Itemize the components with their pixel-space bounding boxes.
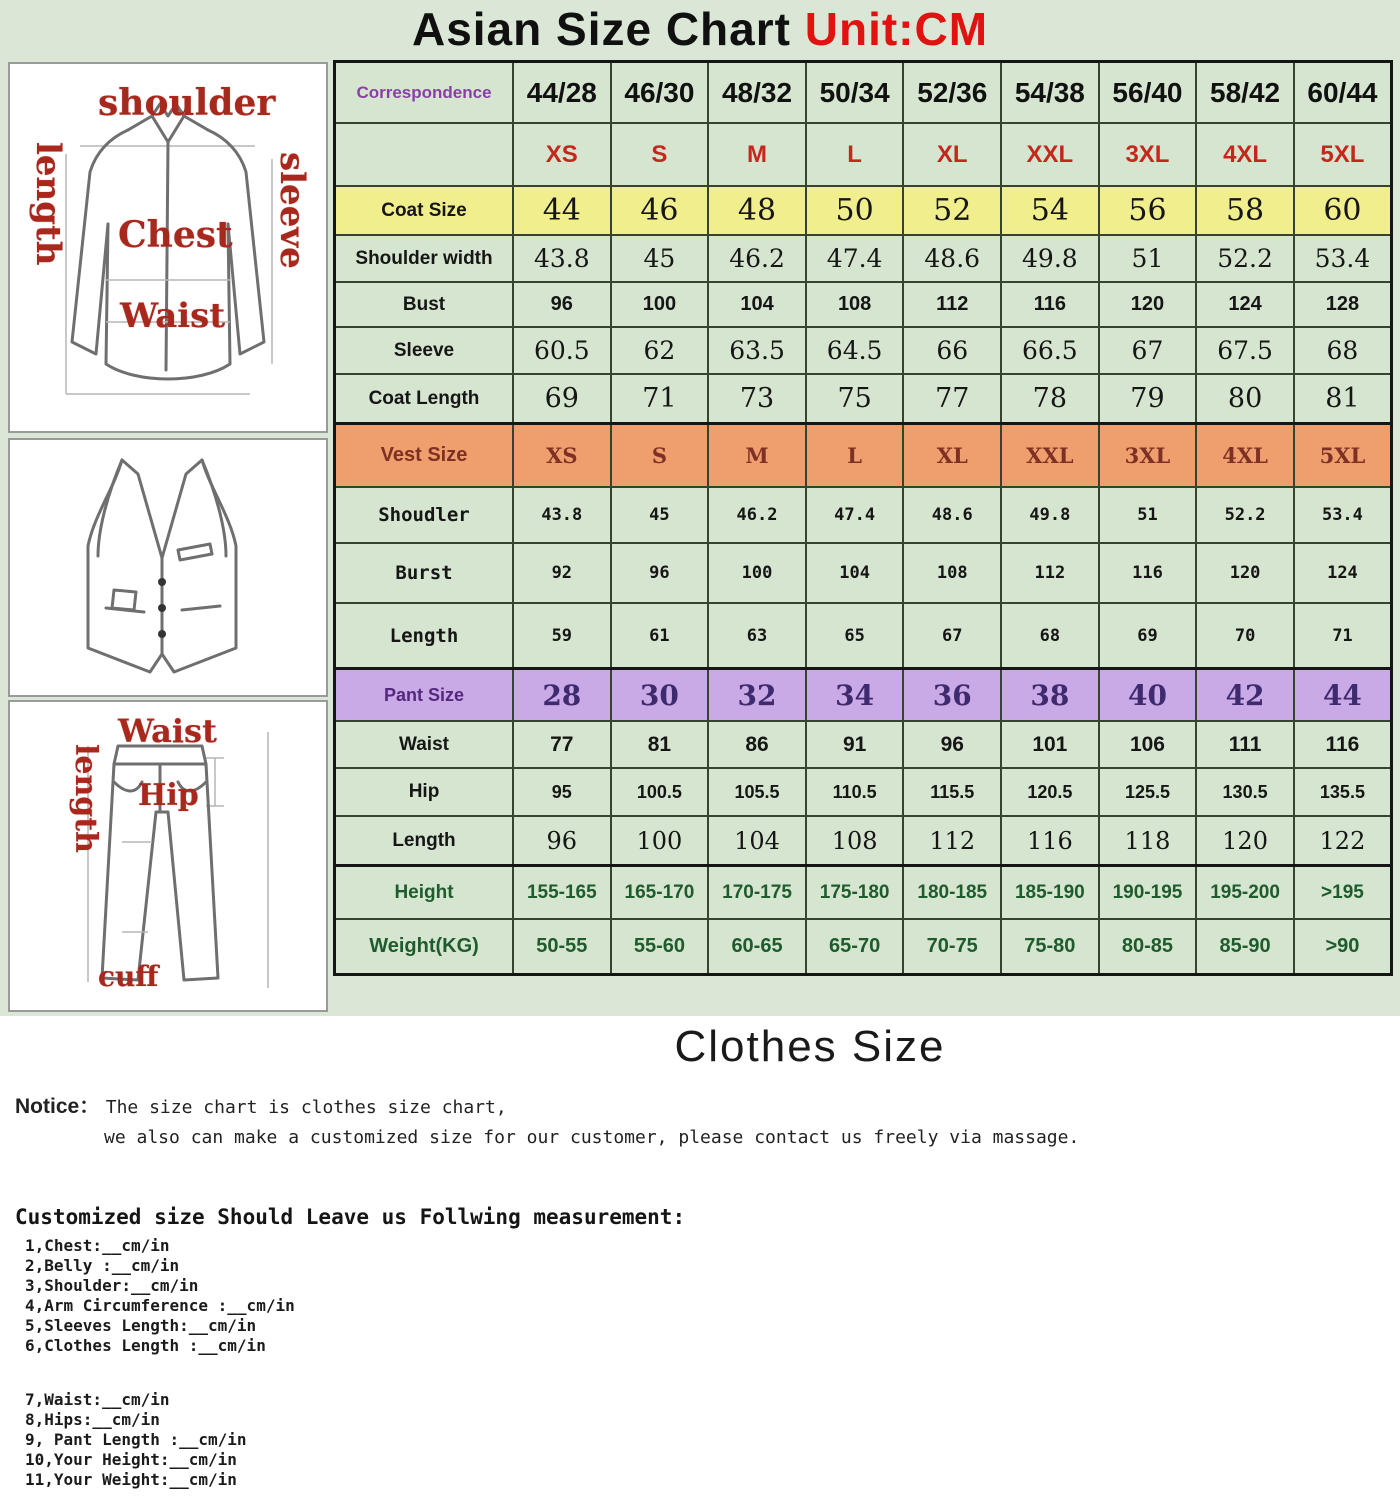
vest-diagram xyxy=(8,438,328,697)
jacket-diagram xyxy=(8,62,328,433)
cell-pant-hip-col8: 135.5 xyxy=(1294,768,1392,816)
cell-pant-waist-col8: 116 xyxy=(1294,721,1392,768)
cell-coat-size-col5: 54 xyxy=(1001,186,1099,235)
notice-line1: The size chart is clothes size chart, xyxy=(105,1097,507,1118)
cell-pant-length-col4: 112 xyxy=(903,816,1001,866)
row-label: Shoudler xyxy=(335,487,514,543)
cell-weight-col3: 65-70 xyxy=(806,919,904,975)
cell-vest-burst-col4: 108 xyxy=(903,543,1001,603)
table-row-pant-waist xyxy=(335,721,1392,768)
cell-pant-size-col2: 32 xyxy=(708,669,806,722)
clothes-size-heading: Clothes Size xyxy=(674,1022,946,1071)
row-label: Pant Size xyxy=(335,669,514,722)
cell-vest-shoulder-col2: 46.2 xyxy=(708,487,806,543)
cell-vest-burst-col7: 120 xyxy=(1196,543,1294,603)
measurement-item-2: 2,Belly :__cm/in xyxy=(25,1256,180,1275)
row-label: Weight(KG) xyxy=(335,919,514,975)
measurement-item-1: 1,Chest:__cm/in xyxy=(25,1236,170,1255)
cell-pant-size-col6: 40 xyxy=(1099,669,1197,722)
measurement-item-11: 11,Your Weight:__cm/in xyxy=(25,1470,237,1489)
cell-vest-length-col8: 71 xyxy=(1294,603,1392,669)
cell-corr-col2: 48/32 xyxy=(708,62,806,124)
cell-coat-size-col6: 56 xyxy=(1099,186,1197,235)
cell-pant-hip-col5: 120.5 xyxy=(1001,768,1099,816)
jacket-length-label: length xyxy=(28,142,68,266)
measurement-item-5: 5,Sleeves Length:__cm/in xyxy=(25,1316,257,1335)
cell-height-col2: 170-175 xyxy=(708,866,806,920)
cell-sleeve-col5: 66.5 xyxy=(1001,327,1099,374)
cell-pant-hip-col1: 100.5 xyxy=(611,768,709,816)
measurement-item-6: 6,Clothes Length :__cm/in xyxy=(25,1336,266,1355)
cell-pant-hip-col3: 110.5 xyxy=(806,768,904,816)
cell-coat-length-col2: 73 xyxy=(708,374,806,424)
cell-pant-length-col2: 104 xyxy=(708,816,806,866)
cell-vest-burst-col2: 100 xyxy=(708,543,806,603)
cell-height-col5: 185-190 xyxy=(1001,866,1099,920)
cell-coat-length-col3: 75 xyxy=(806,374,904,424)
cell-weight-col1: 55-60 xyxy=(611,919,709,975)
cell-pant-waist-col5: 101 xyxy=(1001,721,1099,768)
table-row-coat-length xyxy=(335,374,1392,424)
table-row-pant-hip xyxy=(335,768,1392,816)
table-row-vest-size xyxy=(335,424,1392,488)
cell-pant-hip-col0: 95 xyxy=(513,768,611,816)
cell-vest-length-col5: 68 xyxy=(1001,603,1099,669)
cell-vest-burst-col3: 104 xyxy=(806,543,904,603)
cell-coat-size-col3: 50 xyxy=(806,186,904,235)
cell-corr-col0: 44/28 xyxy=(513,62,611,124)
cell-coat-length-col5: 78 xyxy=(1001,374,1099,424)
cell-pant-length-col8: 122 xyxy=(1294,816,1392,866)
cell-sizes-col5: XXL xyxy=(1001,123,1099,186)
cell-height-col7: 195-200 xyxy=(1196,866,1294,920)
cell-height-col8: >195 xyxy=(1294,866,1392,920)
cell-corr-col7: 58/42 xyxy=(1196,62,1294,124)
cell-vest-burst-col1: 96 xyxy=(611,543,709,603)
cell-vest-size-col0: XS xyxy=(513,424,611,488)
cell-coat-size-col0: 44 xyxy=(513,186,611,235)
cell-bust-col8: 128 xyxy=(1294,282,1392,327)
cell-weight-col8: >90 xyxy=(1294,919,1392,975)
cell-coat-length-col1: 71 xyxy=(611,374,709,424)
cell-sizes-col6: 3XL xyxy=(1099,123,1197,186)
row-label: Burst xyxy=(335,543,514,603)
cell-corr-col1: 46/30 xyxy=(611,62,709,124)
cell-vest-shoulder-col5: 49.8 xyxy=(1001,487,1099,543)
cell-vest-length-col2: 63 xyxy=(708,603,806,669)
jacket-sleeve-label: sleeve xyxy=(272,152,312,269)
cell-sizes-col2: M xyxy=(708,123,806,186)
cell-pant-hip-col7: 130.5 xyxy=(1196,768,1294,816)
customized-size-heading: Customized size Should Leave us Follwing measurement: xyxy=(15,1205,686,1229)
cell-shoulder-width-col4: 48.6 xyxy=(903,235,1001,282)
cell-weight-col7: 85-90 xyxy=(1196,919,1294,975)
cell-vest-burst-col8: 124 xyxy=(1294,543,1392,603)
cell-sizes-col1: S xyxy=(611,123,709,186)
row-label: Correspondence xyxy=(335,62,514,124)
cell-weight-col5: 75-80 xyxy=(1001,919,1099,975)
cell-sleeve-col3: 64.5 xyxy=(806,327,904,374)
cell-shoulder-width-col2: 46.2 xyxy=(708,235,806,282)
page-title xyxy=(0,2,1400,56)
cell-shoulder-width-col0: 43.8 xyxy=(513,235,611,282)
measurement-item-7: 7,Waist:__cm/in xyxy=(25,1390,170,1409)
cell-shoulder-width-col8: 53.4 xyxy=(1294,235,1392,282)
cell-sleeve-col0: 60.5 xyxy=(513,327,611,374)
cell-weight-col4: 70-75 xyxy=(903,919,1001,975)
cell-bust-col1: 100 xyxy=(611,282,709,327)
cell-weight-col6: 80-85 xyxy=(1099,919,1197,975)
measurement-item-9: 9, Pant Length :__cm/in xyxy=(25,1430,247,1449)
cell-vest-shoulder-col4: 48.6 xyxy=(903,487,1001,543)
table-row-sizes xyxy=(335,123,1392,186)
page-title-unit: Unit:CM xyxy=(804,3,989,55)
cell-vest-burst-col5: 112 xyxy=(1001,543,1099,603)
table-row-pant-length xyxy=(335,816,1392,866)
cell-corr-col8: 60/44 xyxy=(1294,62,1392,124)
notice-line2: we also can make a customized size for our customer, please contact us freely via massage. xyxy=(104,1127,1080,1148)
cell-vest-shoulder-col8: 53.4 xyxy=(1294,487,1392,543)
measurement-item-10: 10,Your Height:__cm/in xyxy=(25,1450,237,1469)
cell-vest-shoulder-col7: 52.2 xyxy=(1196,487,1294,543)
cell-coat-length-col8: 81 xyxy=(1294,374,1392,424)
cell-vest-burst-col0: 92 xyxy=(513,543,611,603)
table-row-corr xyxy=(335,62,1392,124)
row-label: Hip xyxy=(335,768,514,816)
cell-pant-size-col3: 34 xyxy=(806,669,904,722)
cell-sleeve-col2: 63.5 xyxy=(708,327,806,374)
row-label: Shoulder width xyxy=(335,235,514,282)
cell-shoulder-width-col7: 52.2 xyxy=(1196,235,1294,282)
row-label: Height xyxy=(335,866,514,920)
cell-bust-col0: 96 xyxy=(513,282,611,327)
cell-coat-length-col6: 79 xyxy=(1099,374,1197,424)
cell-pant-hip-col6: 125.5 xyxy=(1099,768,1197,816)
cell-pant-size-col7: 42 xyxy=(1196,669,1294,722)
cell-sleeve-col6: 67 xyxy=(1099,327,1197,374)
cell-bust-col7: 124 xyxy=(1196,282,1294,327)
cell-pant-length-col7: 120 xyxy=(1196,816,1294,866)
cell-bust-col2: 104 xyxy=(708,282,806,327)
row-label: Coat Size xyxy=(335,186,514,235)
cell-bust-col3: 108 xyxy=(806,282,904,327)
cell-pant-waist-col1: 81 xyxy=(611,721,709,768)
table-row-vest-burst xyxy=(335,543,1392,603)
cell-coat-length-col0: 69 xyxy=(513,374,611,424)
cell-pant-length-col5: 116 xyxy=(1001,816,1099,866)
cell-shoulder-width-col3: 47.4 xyxy=(806,235,904,282)
cell-vest-length-col4: 67 xyxy=(903,603,1001,669)
cell-vest-size-col8: 5XL xyxy=(1294,424,1392,488)
cell-pant-hip-col4: 115.5 xyxy=(903,768,1001,816)
cell-sleeve-col4: 66 xyxy=(903,327,1001,374)
cell-weight-col2: 60-65 xyxy=(708,919,806,975)
table-row-weight xyxy=(335,919,1392,975)
vest-sketch-svg xyxy=(10,440,326,695)
cell-vest-length-col1: 61 xyxy=(611,603,709,669)
measurement-list xyxy=(25,1236,625,1490)
cell-shoulder-width-col1: 45 xyxy=(611,235,709,282)
cell-pant-size-col8: 44 xyxy=(1294,669,1392,722)
row-label: Vest Size xyxy=(335,424,514,488)
cell-pant-waist-col0: 77 xyxy=(513,721,611,768)
cell-pant-waist-col6: 106 xyxy=(1099,721,1197,768)
cell-height-col0: 155-165 xyxy=(513,866,611,920)
cell-pant-size-col0: 28 xyxy=(513,669,611,722)
table-row-shoulder-width xyxy=(335,235,1392,282)
cell-sizes-col4: XL xyxy=(903,123,1001,186)
cell-bust-col6: 120 xyxy=(1099,282,1197,327)
cell-bust-col4: 112 xyxy=(903,282,1001,327)
cell-pant-length-col1: 100 xyxy=(611,816,709,866)
cell-height-col4: 180-185 xyxy=(903,866,1001,920)
row-label xyxy=(335,123,514,186)
cell-pant-length-col6: 118 xyxy=(1099,816,1197,866)
row-label: Waist xyxy=(335,721,514,768)
jacket-chest-label: Chest xyxy=(118,214,233,256)
cell-vest-length-col0: 59 xyxy=(513,603,611,669)
measurement-item-3: 3,Shoulder:__cm/in xyxy=(25,1276,199,1295)
measurement-item-8: 8,Hips:__cm/in xyxy=(25,1410,160,1429)
cell-coat-length-col4: 77 xyxy=(903,374,1001,424)
row-label: Sleeve xyxy=(335,327,514,374)
cell-pant-hip-col2: 105.5 xyxy=(708,768,806,816)
row-label: Coat Length xyxy=(335,374,514,424)
cell-height-col3: 175-180 xyxy=(806,866,904,920)
cell-corr-col6: 56/40 xyxy=(1099,62,1197,124)
cell-vest-length-col7: 70 xyxy=(1196,603,1294,669)
notice-label: Notice： xyxy=(15,1095,101,1118)
cell-pant-size-col5: 38 xyxy=(1001,669,1099,722)
cell-vest-shoulder-col3: 47.4 xyxy=(806,487,904,543)
cell-pant-size-col1: 30 xyxy=(611,669,709,722)
cell-vest-size-col2: M xyxy=(708,424,806,488)
cell-height-col1: 165-170 xyxy=(611,866,709,920)
cell-pant-length-col0: 96 xyxy=(513,816,611,866)
cell-coat-size-col8: 60 xyxy=(1294,186,1392,235)
pants-waist-label: Waist xyxy=(118,712,217,750)
cell-height-col6: 190-195 xyxy=(1099,866,1197,920)
cell-sizes-col7: 4XL xyxy=(1196,123,1294,186)
cell-vest-size-col7: 4XL xyxy=(1196,424,1294,488)
cell-shoulder-width-col6: 51 xyxy=(1099,235,1197,282)
size-table xyxy=(333,60,1393,976)
cell-vest-shoulder-col1: 45 xyxy=(611,487,709,543)
cell-vest-size-col3: L xyxy=(806,424,904,488)
cell-pant-length-col3: 108 xyxy=(806,816,904,866)
cell-bust-col5: 116 xyxy=(1001,282,1099,327)
cell-vest-size-col1: S xyxy=(611,424,709,488)
cell-pant-waist-col3: 91 xyxy=(806,721,904,768)
cell-vest-burst-col6: 116 xyxy=(1099,543,1197,603)
cell-coat-size-col4: 52 xyxy=(903,186,1001,235)
cell-corr-col5: 54/38 xyxy=(1001,62,1099,124)
cell-vest-length-col6: 69 xyxy=(1099,603,1197,669)
pants-diagram xyxy=(8,700,328,1012)
cell-vest-size-col4: XL xyxy=(903,424,1001,488)
row-label: Length xyxy=(335,603,514,669)
jacket-shoulder-label: shoulder xyxy=(98,82,276,124)
measurement-item-4: 4,Arm Circumference :__cm/in xyxy=(25,1296,295,1315)
cell-vest-length-col3: 65 xyxy=(806,603,904,669)
cell-coat-size-col1: 46 xyxy=(611,186,709,235)
cell-vest-shoulder-col0: 43.8 xyxy=(513,487,611,543)
table-row-coat-size xyxy=(335,186,1392,235)
notice-block xyxy=(15,1090,507,1120)
cell-sleeve-col1: 62 xyxy=(611,327,709,374)
table-row-vest-length xyxy=(335,603,1392,669)
cell-sleeve-col7: 67.5 xyxy=(1196,327,1294,374)
cell-vest-size-col5: XXL xyxy=(1001,424,1099,488)
table-row-height xyxy=(335,866,1392,920)
cell-corr-col3: 50/34 xyxy=(806,62,904,124)
table-row-bust xyxy=(335,282,1392,327)
jacket-waist-label: Waist xyxy=(120,296,226,336)
cell-vest-size-col6: 3XL xyxy=(1099,424,1197,488)
cell-sizes-col8: 5XL xyxy=(1294,123,1392,186)
cell-coat-length-col7: 80 xyxy=(1196,374,1294,424)
cell-pant-waist-col2: 86 xyxy=(708,721,806,768)
cell-shoulder-width-col5: 49.8 xyxy=(1001,235,1099,282)
page-title-text: Asian Size Chart xyxy=(411,3,805,55)
row-label: Bust xyxy=(335,282,514,327)
cell-corr-col4: 52/36 xyxy=(903,62,1001,124)
cell-sleeve-col8: 68 xyxy=(1294,327,1392,374)
cell-sizes-col3: L xyxy=(806,123,904,186)
pants-cuff-label: cuff xyxy=(98,960,159,993)
table-row-pant-size xyxy=(335,669,1392,722)
row-label: Length xyxy=(335,816,514,866)
cell-pant-waist-col7: 111 xyxy=(1196,721,1294,768)
cell-coat-size-col2: 48 xyxy=(708,186,806,235)
cell-pant-size-col4: 36 xyxy=(903,669,1001,722)
table-row-vest-shoulder xyxy=(335,487,1392,543)
cell-weight-col0: 50-55 xyxy=(513,919,611,975)
cell-vest-shoulder-col6: 51 xyxy=(1099,487,1197,543)
table-row-sleeve xyxy=(335,327,1392,374)
cell-sizes-col0: XS xyxy=(513,123,611,186)
cell-pant-waist-col4: 96 xyxy=(903,721,1001,768)
pants-length-label: length xyxy=(68,744,103,853)
pants-hip-label: Hip xyxy=(138,778,199,813)
cell-coat-size-col7: 58 xyxy=(1196,186,1294,235)
